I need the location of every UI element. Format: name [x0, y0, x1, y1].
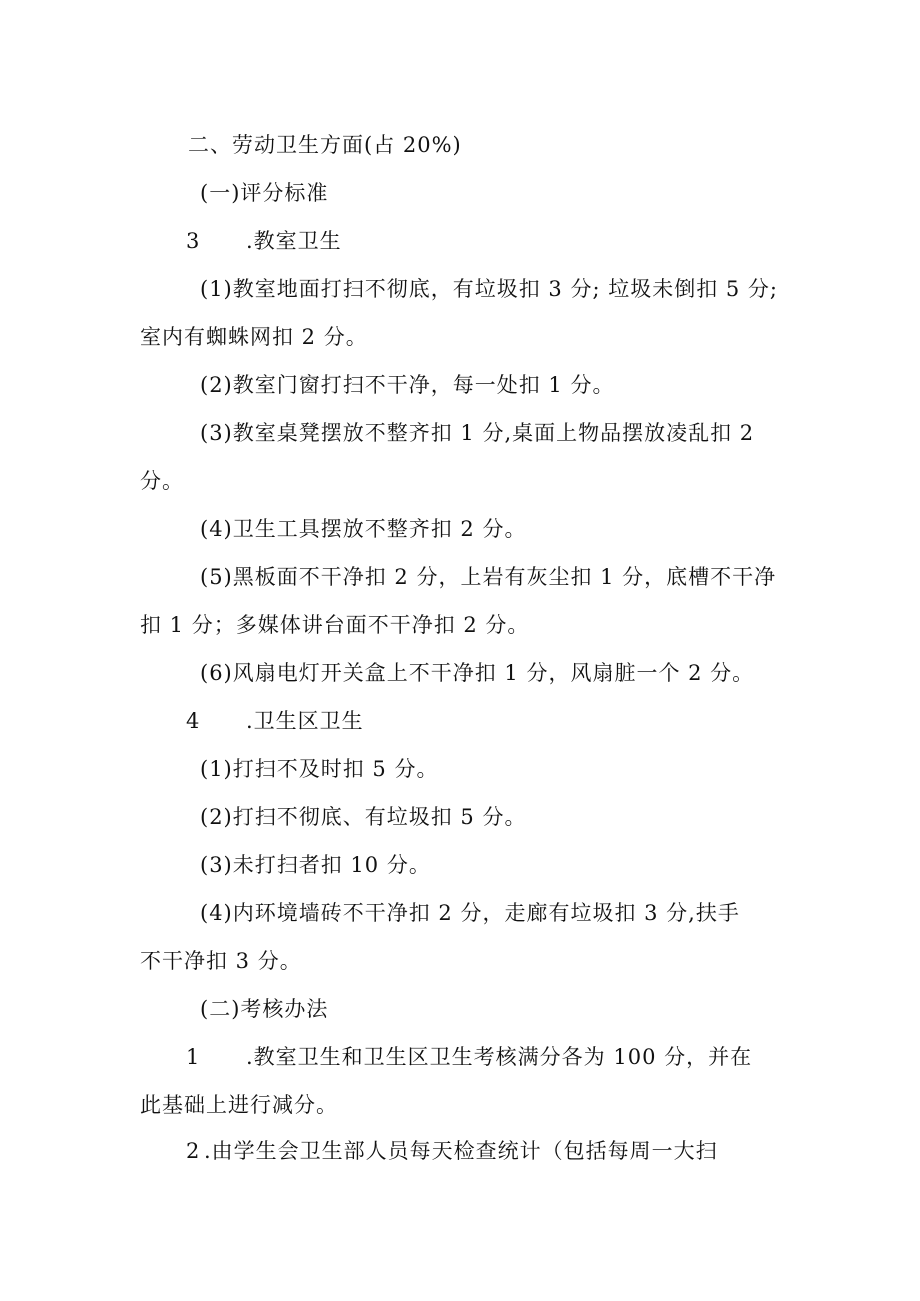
paragraph-line	[140, 466, 184, 496]
paragraph-line	[140, 946, 302, 976]
paragraph-text: 不干净扣 3 分。	[140, 949, 302, 973]
item-heading-classroom-hygiene	[186, 226, 342, 256]
subsection-heading-scoring-criteria	[200, 178, 328, 208]
paragraph-line	[200, 274, 778, 304]
paragraph-line	[200, 802, 526, 832]
item-heading-text: .卫生区卫生	[246, 709, 364, 733]
paragraph-line	[200, 370, 614, 400]
item-heading-zone-hygiene	[186, 706, 364, 736]
paragraph-text: (6)风扇电灯开关盒上不干净扣 1 分，风扇脏一个 2 分。	[200, 661, 755, 685]
paragraph-text: (3)教室桌凳摆放不整齐扣 1 分,桌面上物品摆放凌乱扣 2	[200, 421, 755, 445]
item-heading-text: .教室卫生	[246, 229, 342, 253]
paragraph-text: (1)教室地面打扫不彻底，有垃圾扣 3 分; 垃圾未倒扣 5 分;	[200, 277, 778, 301]
paragraph-text: (2)打扫不彻底、有垃圾扣 5 分。	[200, 805, 527, 829]
paragraph-text: (5)黑板面不干净扣 2 分，上岩有灰尘扣 1 分，底槽不干净	[200, 565, 777, 589]
item-number: 1	[186, 1045, 201, 1069]
paragraph-text: (4)内环境墙砖不干净扣 2 分，走廊有垃圾扣 3 分,扶手	[200, 901, 740, 925]
paragraph-text: 室内有蜘蛛网扣 2 分。	[140, 325, 368, 349]
paragraph-text: (4)卫生工具摆放不整齐扣 2 分。	[200, 517, 527, 541]
subsection-heading-assessment-method	[200, 994, 328, 1024]
item-heading-text: .教室卫生和卫生区卫生考核满分各为 100 分，并在	[246, 1045, 753, 1069]
paragraph-line	[200, 562, 776, 592]
item-number: 3	[186, 229, 201, 253]
item-number: 4	[186, 709, 201, 733]
paragraph-text: 分。	[140, 469, 184, 493]
section-heading-labor-hygiene	[188, 130, 462, 160]
paragraph-line	[200, 850, 431, 880]
subsection-heading-text: (一)评分标准	[200, 181, 329, 205]
paragraph-line	[140, 322, 368, 352]
paragraph-text: (1)打扫不及时扣 5 分。	[200, 757, 439, 781]
paragraph-text: 扣 1 分；多媒体讲台面不干净扣 2 分。	[140, 613, 530, 637]
paragraph-line	[140, 1090, 338, 1120]
subsection-heading-text: (二)考核办法	[200, 997, 329, 1021]
section-heading-text: 二、劳动卫生方面(占 20%)	[188, 133, 462, 157]
item-heading-text: .由学生会卫生部人员每天检查统计（包括每周一大扫	[204, 1139, 718, 1163]
paragraph-line	[200, 658, 754, 688]
paragraph-line	[200, 754, 438, 784]
item-heading-assessment-one	[186, 1042, 752, 1072]
paragraph-text: 此基础上进行减分。	[140, 1093, 338, 1117]
paragraph-line	[200, 514, 526, 544]
paragraph-text: (3)未打扫者扣 10 分。	[200, 853, 431, 877]
item-heading-assessment-two	[186, 1136, 718, 1166]
item-number: 2	[186, 1139, 201, 1163]
paragraph-line	[200, 898, 740, 928]
paragraph-text: (2)教室门窗打扫不干净，每一处扣 1 分。	[200, 373, 615, 397]
paragraph-line	[140, 610, 529, 640]
paragraph-line	[200, 418, 754, 448]
